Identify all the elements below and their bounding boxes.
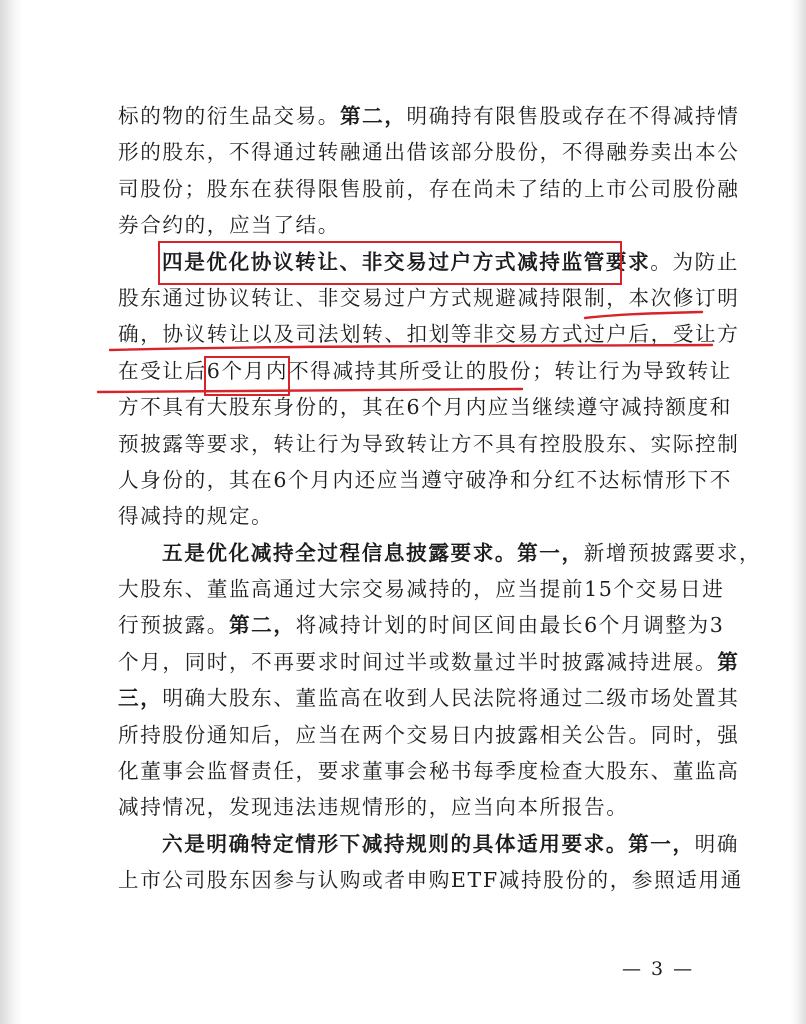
p1-line-1: 标的物的衍生品交易。第二，明确持有限售股或存在不得减持情 (118, 104, 740, 128)
p3-line-1: 五是优化减持全过程信息披露要求。第一，新增预披露要求， (162, 540, 762, 565)
p4-line-1: 六是明确特定情形下减持规则的具体适用要求。第一，明确 (162, 831, 740, 856)
p1-line-2: 形的股东，不得通过转融通出借该部分股份，不得融券卖出本公 (118, 140, 740, 165)
bold-second: 第二， (339, 104, 407, 128)
p3-line-2: 大股东、董监高通过大宗交易减持的，应当提前15个交易日进 (118, 577, 725, 602)
document-page (118, 98, 762, 899)
page-edge-right (790, 0, 806, 1024)
p2-line-8: 得减持的规定。 (118, 504, 274, 529)
page-edge-left (0, 0, 22, 1024)
p4-line-2: 上市公司股东因参与认购或者申购ETF减持股份的，参照适用通 (118, 868, 743, 893)
p2-line-7: 人身份的，其在6个月内还应当遵守破净和分红不达标情形下不 (118, 467, 732, 492)
p1-line-4: 券合约的，应当了结。 (118, 213, 340, 238)
p2-line-1: 四是优化协议转让、非交易过户方式减持监管要求。为防止 (162, 249, 740, 274)
p2-line-6: 预披露等要求，转让行为导致转让方不具有控股股东、实际控制 (118, 431, 740, 456)
heading-highlight-box (158, 241, 622, 285)
six-months-highlight-box (204, 356, 290, 396)
p3-line-4: 个月，同时，不再要求时间过半或数量过半时披露减持进展。第 (118, 649, 740, 674)
p2-line-5: 方不具有大股东身份的，其在6个月内应当继续遵守减持额度和 (118, 395, 732, 420)
p2-line-4: 在受让后6个月内不得减持其所受让的股份；转让行为导致转让 (118, 358, 732, 383)
p3-line-5: 三，明确大股东、董监高在收到人民法院将通过二级市场处置其 (118, 686, 740, 711)
p3-line-8: 减持情况，发现违法违规情形的，应当向本所报告。 (118, 795, 629, 820)
section-heading-6: 六是明确特定情形下减持规则的具体适用要求。第一， (162, 831, 695, 856)
section-heading-5: 五是优化减持全过程信息披露要求。第一， (162, 540, 584, 565)
p3-line-6: 所持股份通知后，应当在两个交易日内披露相关公告。同时，强 (118, 722, 740, 747)
p2-line-2: 股东通过协议转让、非交易过户方式规避减持限制，本次修订明 (118, 285, 740, 310)
p2-line-3: 确，协议转让以及司法划转、扣划等非交易方式过户后，受让方 (118, 322, 740, 347)
section-heading-4: 四是优化协议转让、非交易过户方式减持监管要求 (162, 249, 651, 274)
page-number: — 3 — (622, 958, 695, 980)
p3-line-7: 化董事会监督责任，要求董事会秘书每季度检查大股东、董监高 (118, 759, 740, 784)
p1-line-3: 司股份；股东在获得限售股前，存在尚未了结的上市公司股份融 (118, 176, 740, 201)
p3-line-3: 行预披露。第二，将减持计划的时间区间由最长6个月调整为3 (118, 613, 725, 638)
boxed-six-months: 6个月内 (206, 358, 289, 383)
